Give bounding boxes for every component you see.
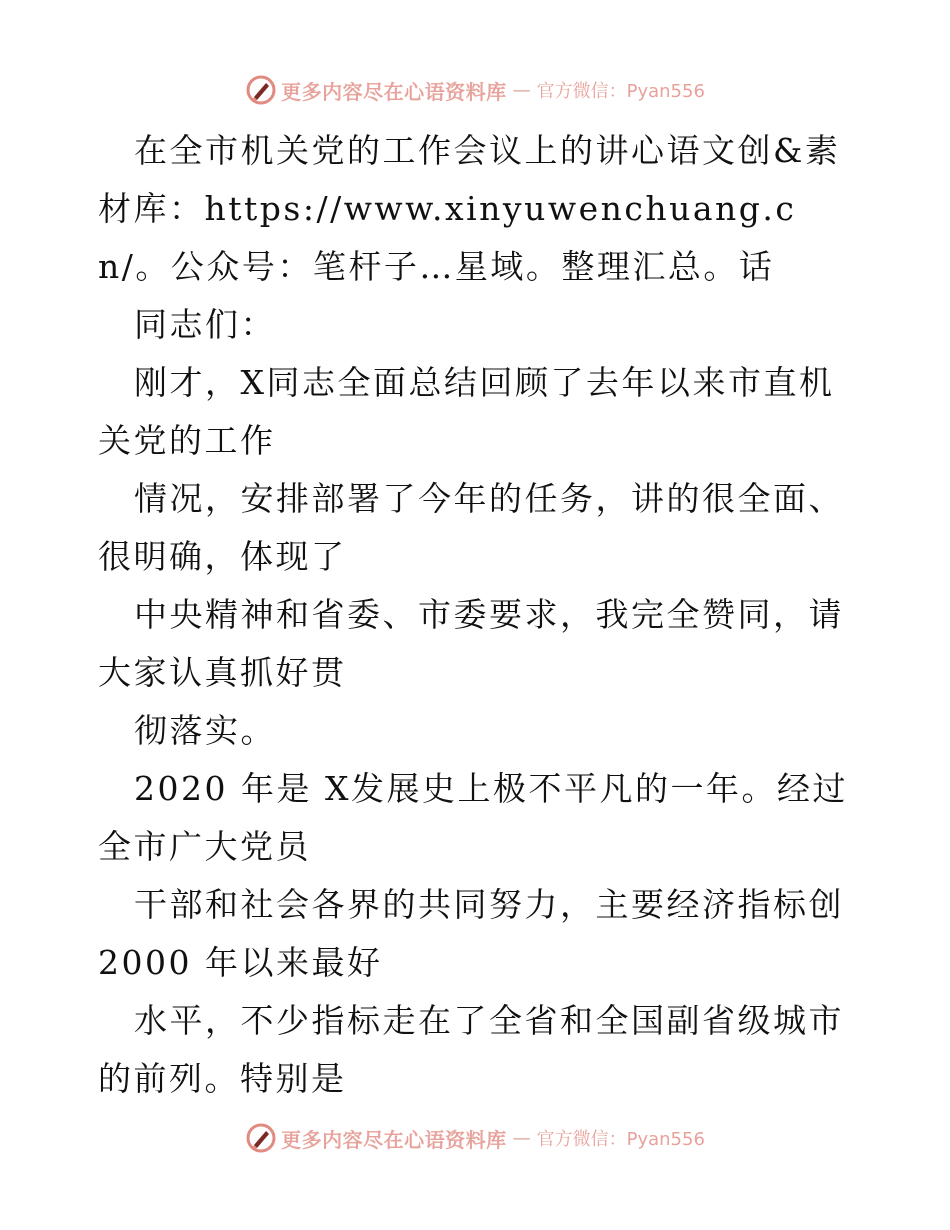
header-banner-separator: —	[512, 79, 531, 101]
paragraph: 彻落实。	[134, 711, 276, 750]
paragraph: 中央精神和省委、市委要求，我完全赞同，请大家认真抓好贯	[98, 595, 844, 692]
paragraph: 情况，安排部署了今年的任务，讲的很全面、很明确，体现了	[98, 479, 844, 576]
footer-banner	[0, 1118, 950, 1158]
footer-wechat-text: 官方微信：Pyan556	[536, 1129, 705, 1150]
header-banner-text: 更多内容尽在心语资料库	[281, 79, 507, 104]
header-banner	[0, 70, 950, 110]
paragraph: 水平，不少指标走在了全省和全国副省级城市的前列。特别是	[98, 1001, 844, 1098]
paragraph: 刚才，X同志全面总结回顾了去年以来市直机关党的工作	[98, 363, 835, 460]
footer-banner-separator: —	[512, 1127, 531, 1149]
footer-banner-text: 更多内容尽在心语资料库	[281, 1127, 507, 1152]
pen-circle-logo-icon	[245, 1122, 277, 1154]
paragraph: 2020 年是 X发展史上极不平凡的一年。经过全市广大党员	[98, 769, 848, 866]
paragraph-salutation: 同志们：	[134, 305, 276, 344]
header-wechat-text: 官方微信：Pyan556	[536, 81, 705, 102]
pen-circle-logo-icon	[245, 74, 277, 106]
paragraph: 干部和社会各界的共同努力，主要经济指标创 2000 年以来最好	[98, 885, 844, 982]
document-body	[98, 122, 858, 1108]
paragraph-title: 在全市机关党的工作会议上的讲心语文创&素材库：https://www.xinyuwenchuang.cn/。公众号：笔杆子…星域。整理汇总。话	[98, 131, 841, 286]
